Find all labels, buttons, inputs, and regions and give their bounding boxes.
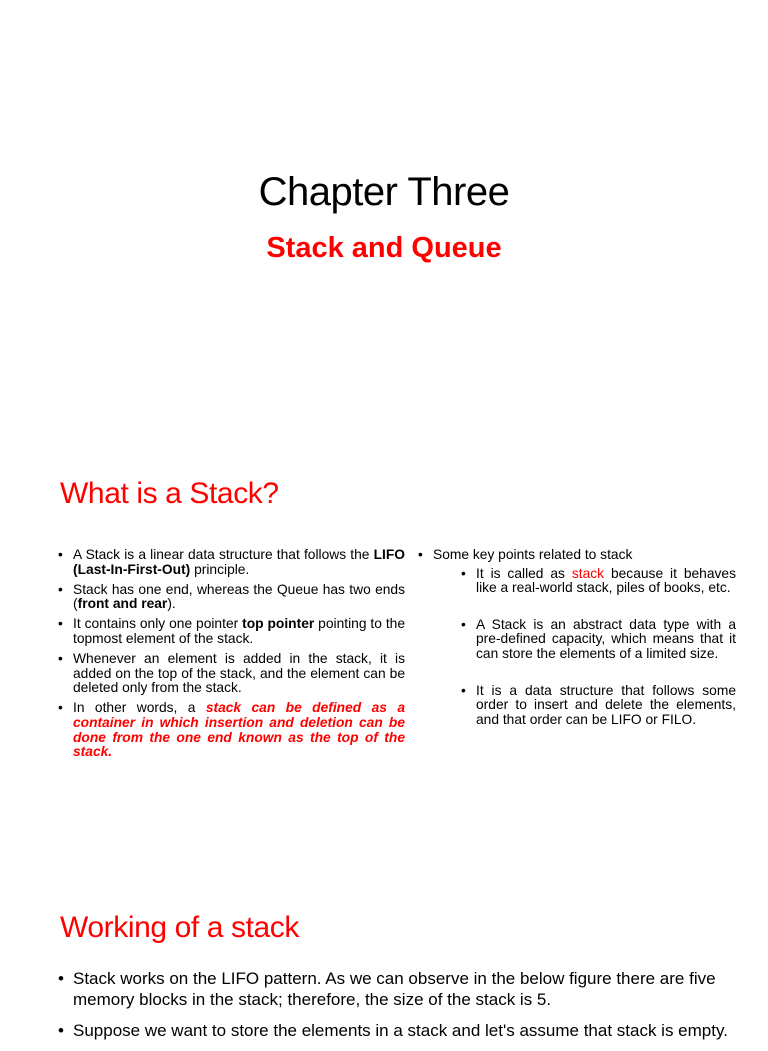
bullet-item: • Suppose we want to store the elements in a stack and let's assume that stack is empty. — [58, 1020, 738, 1041]
bullet-item: • A Stack is a linear data structure that follows the LIFO (Last-In-First-Out) principle. — [58, 548, 405, 577]
slide-heading: Working of a stack — [60, 911, 300, 944]
bullet-item: • In other words, a stack can be defined as a container in which insertion and deletion can be done from the one end known as the top of the stack. — [58, 701, 405, 759]
bullet-item: • Some key points related to stack • It is called as stack because it behaves like a real-world stack, piles of books, etc. • A Stack is an abstract data type with a pre-defined capacity, which means that it can store the elements of a limited size. • It is a data structure that follows some order to insert and delete the elements, and that order can be LIFO or FILO. — [418, 548, 736, 727]
what-is-stack-slide — [0, 452, 768, 878]
title-slide — [0, 0, 768, 452]
sub-bullet-item: • A Stack is an abstract data type with a pre-defined capacity, which means that it can store the elements of a limited size. — [461, 618, 736, 662]
bullet-item: • Whenever an element is added in the stack, it is added on the top of the stack, and the element can be deleted only from the stack. — [58, 652, 405, 696]
bullet-item: • Stack works on the LIFO pattern. As we can observe in the below figure there are five memory blocks in the stack; therefore, the size of the stack is 5. — [58, 968, 738, 1010]
right-column — [418, 548, 736, 727]
left-column — [58, 548, 405, 765]
slide-body — [58, 968, 738, 1051]
working-of-stack-slide — [0, 878, 768, 1040]
sub-bullet-item: • It is called as stack because it behaves like a real-world stack, piles of books, etc. — [461, 567, 736, 596]
slide-heading: What is a Stack? — [60, 477, 279, 510]
bullet-item: • It contains only one pointer top pointer pointing to the topmost element of the stack. — [58, 617, 405, 646]
sub-bullet-item: • It is a data structure that follows some order to insert and delete the elements, and that order can be LIFO or FILO. — [461, 684, 736, 728]
chapter-subtitle: Stack and Queue — [266, 232, 502, 264]
chapter-title: Chapter Three — [258, 170, 510, 214]
bullet-item: • Stack has one end, whereas the Queue has two ends (front and rear). — [58, 583, 405, 612]
